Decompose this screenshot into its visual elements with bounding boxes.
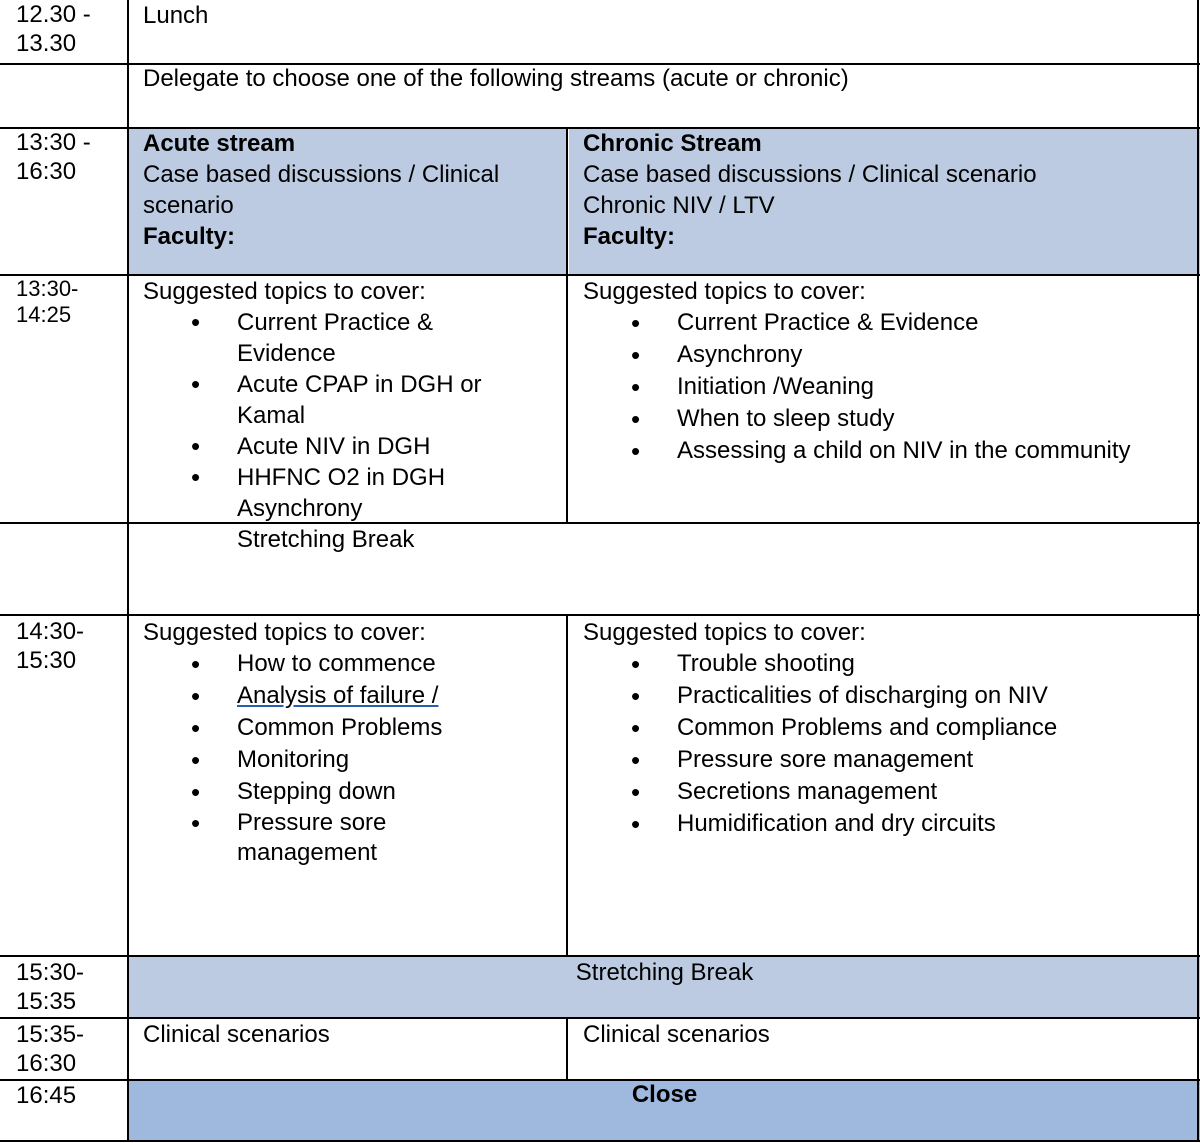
acute-faculty: Faculty:: [143, 223, 236, 250]
time-start: 15:30-: [16, 959, 85, 986]
session2-acute-heading: Suggested topics to cover:: [143, 619, 426, 646]
list-item: • Pressure sore management: [583, 744, 1057, 776]
time-close: 16:45: [16, 1082, 77, 1109]
close-label: Close: [631, 1081, 698, 1108]
list-item: • Initiation /Weaning: [583, 371, 1131, 403]
time-end: 16:30: [16, 1050, 77, 1077]
list-item: • Monitoring: [143, 744, 442, 776]
acute-stream-line1: Case based discussions / Clinical: [143, 161, 500, 188]
list-item: • Trouble shooting: [583, 648, 1057, 680]
time-clinical: [16, 1020, 84, 1078]
session1-acute-heading: Suggested topics to cover:: [143, 278, 426, 305]
list-item: • Current Practice & Evidence: [583, 307, 1131, 339]
list-item: • How to commence: [143, 648, 442, 680]
chronic-stream-header: [583, 128, 1037, 252]
acute-stream-line2: scenario: [143, 192, 234, 219]
time-end: 15:30: [16, 647, 77, 674]
list-item: • Common Problems and compliance: [583, 712, 1057, 744]
break1-label: Stretching Break: [237, 526, 415, 553]
time-lunch: [16, 0, 91, 58]
clinical-chronic: Clinical scenarios: [583, 1021, 770, 1048]
lunch-label: Lunch: [143, 2, 209, 29]
time-start: 12.30 -: [16, 1, 91, 28]
chronic-faculty: Faculty:: [583, 223, 676, 250]
list-item: • Common Problems: [143, 712, 442, 744]
session2-chronic-topics: [583, 648, 1057, 840]
list-item: • Assessing a child on NIV in the community: [583, 435, 1131, 467]
chronic-stream-title: Chronic Stream: [583, 130, 762, 157]
time-start: 15:35-: [16, 1021, 85, 1048]
delegate-text: Delegate to choose one of the following streams (acute or chronic): [143, 65, 849, 92]
list-item: • Practicalities of discharging on NIV: [583, 680, 1057, 712]
time-start: 13:30 -: [16, 129, 91, 156]
list-item: • When to sleep study: [583, 403, 1131, 435]
time-session1: [16, 276, 78, 328]
list-item: • Secretions management: [583, 776, 1057, 808]
session1-chronic-topics: [583, 307, 1131, 467]
time-end: 15:35: [16, 988, 77, 1015]
session1-acute-topics: [143, 307, 482, 524]
chronic-stream-line2: Chronic NIV / LTV: [583, 192, 775, 219]
time-end: 16:30: [16, 158, 77, 185]
time-start: 13:30-: [16, 276, 79, 301]
list-item: • Humidification and dry circuits: [583, 808, 1057, 840]
time-session2: [16, 617, 84, 675]
list-item: • Acute CPAP in DGH or Kamal: [143, 369, 482, 431]
list-item: • Pressure sore management: [143, 808, 442, 868]
list-item: • Asynchrony: [583, 339, 1131, 371]
time-streams: [16, 128, 91, 186]
list-item: • Stepping down: [143, 776, 442, 808]
session2-chronic-heading: Suggested topics to cover:: [583, 619, 866, 646]
list-item: • Analysis of failure /: [143, 680, 442, 712]
clinical-acute: Clinical scenarios: [143, 1021, 330, 1048]
chronic-stream-line1: Case based discussions / Clinical scenario: [583, 161, 1037, 188]
session2-acute-topics: [143, 648, 442, 868]
acute-stream-header: [143, 128, 499, 252]
list-item: • HHFNC O2 in DGH Asynchrony: [143, 462, 482, 524]
break2-label: Stretching Break: [575, 959, 754, 986]
session1-chronic-heading: Suggested topics to cover:: [583, 278, 866, 305]
time-break2: [16, 958, 84, 1016]
time-end: 14:25: [16, 302, 72, 327]
acute-stream-title: Acute stream: [143, 130, 296, 157]
time-start: 14:30-: [16, 618, 85, 645]
list-item: • Current Practice & Evidence: [143, 307, 482, 369]
list-item: • Acute NIV in DGH: [143, 431, 482, 462]
time-end: 13.30: [16, 30, 77, 57]
